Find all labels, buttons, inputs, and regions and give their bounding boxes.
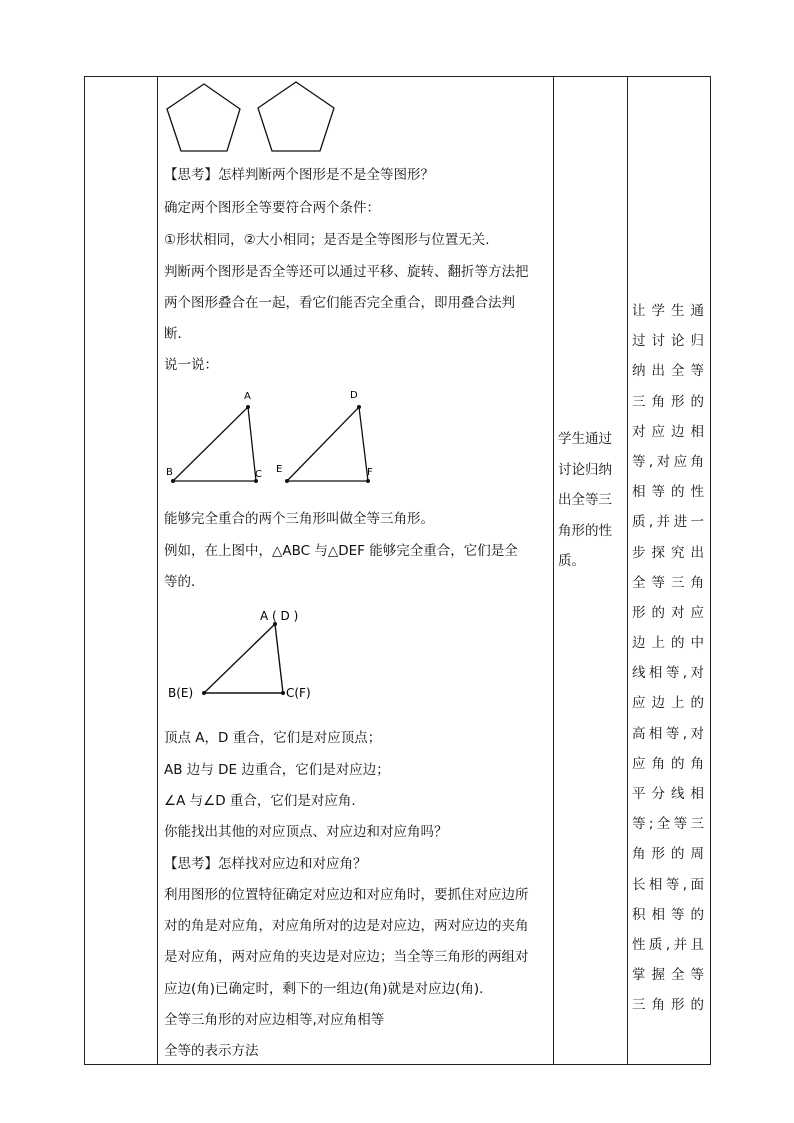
text-line: 全等的表示方法 (164, 1043, 259, 1059)
design-intent-line: 步探究出 (632, 544, 704, 561)
definition-line: 能够完全重合的两个三角形叫做全等三角形。 (164, 511, 434, 527)
table-divider-3 (627, 76, 628, 1064)
text-line: 你能找出其他的对应顶点、对应边和对应角吗？ (164, 824, 448, 840)
table-border-left (84, 76, 85, 1064)
student-activity-line: 出全等三 (558, 492, 612, 508)
design-intent-line: 三角形的 (632, 997, 704, 1014)
design-intent-line: 形的对应 (632, 604, 704, 621)
text-line: 对的角是对应角，对应角所对的边是对应边，两对应边的夹角 (164, 918, 529, 934)
triangle-abc (173, 407, 256, 481)
point-c-f (281, 691, 285, 695)
text-line: 应边(角)已确定时，剩下的一组边(角)就是对应边(角)． (164, 981, 493, 997)
text-line: 例如，在上图中，△ABC 与△DEF 能够完全重合，它们是全 (164, 543, 518, 559)
label-a-d: A ( D ) (260, 609, 299, 623)
design-intent-line: 等;全等三 (632, 816, 704, 833)
triangle-abc-def-overlap (204, 624, 283, 693)
design-intent-line: 应角的角 (632, 755, 704, 772)
student-activity-cell (558, 424, 624, 577)
table-border-bottom (84, 1064, 711, 1065)
design-intent-line: 长相等,面 (632, 876, 704, 893)
table-divider-2 (553, 76, 554, 1064)
student-activity-line: 学生通过 (558, 431, 612, 447)
overlapped-triangle-figure (160, 603, 330, 703)
pentagons-figure (160, 78, 340, 158)
text-line: AB 边与 DE 边重合，它们是对应边； (164, 762, 390, 778)
label-e: E (276, 464, 283, 475)
label-b: B (166, 467, 173, 478)
design-intent-line: 线相等,对 (632, 665, 704, 682)
point-d (357, 405, 361, 409)
design-intent-line: 应边上的 (632, 695, 704, 712)
design-intent-line: 纳出全等 (632, 363, 704, 380)
design-intent-line: 平分线相 (632, 786, 704, 802)
student-activity-line: 角形的性 (558, 522, 612, 539)
text-line: 判断两个图形是否全等还可以通过平移、旋转、翻折等方法把 (164, 264, 529, 280)
label-c: C (255, 469, 262, 480)
design-intent-line: 让学生通 (632, 303, 704, 319)
pentagon-right (258, 82, 334, 151)
point-b (171, 479, 175, 483)
text-line: 确定两个图形全等要符合两个条件： (164, 200, 380, 216)
text-line: 等的． (164, 574, 205, 590)
point-a (246, 405, 250, 409)
design-intent-line: 相等的性 (632, 484, 704, 501)
think-question-2: 【思考】怎样找对应边和对应角？ (164, 856, 367, 872)
text-line: 利用图形的位置特征确定对应边和对应角时，要抓住对应边所 (164, 887, 529, 903)
triangle-def (287, 407, 368, 481)
design-intent-line: 角形的周 (632, 846, 704, 863)
design-intent-line: 性质,并且 (632, 936, 704, 953)
point-f (366, 479, 370, 483)
text-line: 是对应角，两对应角的夹边是对应边；当全等三角形的两组对 (164, 949, 529, 965)
pentagon-left (167, 84, 240, 151)
text-line: ∠A 与∠D 重合，它们是对应角. (164, 793, 356, 809)
table-divider-1 (157, 76, 158, 1064)
design-intent-line: 全等三角 (632, 574, 704, 591)
label-c-f: C(F) (286, 686, 311, 700)
text-line: ①形状相同，②大小相同；是否是全等图形与位置无关. (164, 232, 490, 248)
design-intent-line: 掌握全等 (632, 967, 704, 984)
label-f: F (367, 467, 373, 478)
think-question-1: 【思考】怎样判断两个图形是不是全等图形？ (164, 167, 434, 183)
table-border-right (710, 76, 711, 1064)
text-line: 断． (164, 326, 191, 342)
design-intent-line: 质,并进一 (632, 514, 704, 531)
text-line: 顶点 A，D 重合，它们是对应顶点； (164, 730, 382, 746)
student-activity-line: 质。 (558, 553, 585, 569)
student-activity-line: 讨论归纳 (558, 461, 612, 478)
point-e (285, 479, 289, 483)
design-intent-line: 边上的中 (632, 635, 704, 652)
point-b-e (202, 691, 206, 695)
label-a: A (244, 391, 251, 402)
design-intent-line: 对应边相 (632, 423, 704, 440)
conclusion-line: 全等三角形的对应边相等,对应角相等 (164, 1012, 385, 1028)
label-b-e: B(E) (168, 686, 194, 700)
design-intent-line: 等,对应角 (632, 453, 704, 470)
design-intent-cell (632, 296, 704, 1021)
triangles-abc-def-figure (160, 385, 390, 490)
table-border-top (84, 76, 711, 77)
text-line: 两个图形叠合在一起，看它们能否完全重合，即用叠合法判 (164, 295, 515, 311)
label-d: D (350, 390, 358, 401)
design-intent-line: 过讨论归 (632, 333, 704, 350)
design-intent-line: 高相等,对 (632, 725, 704, 742)
design-intent-line: 三角形的 (632, 393, 704, 410)
design-intent-line: 积相等的 (632, 906, 704, 923)
text-line: 说一说： (164, 357, 218, 373)
